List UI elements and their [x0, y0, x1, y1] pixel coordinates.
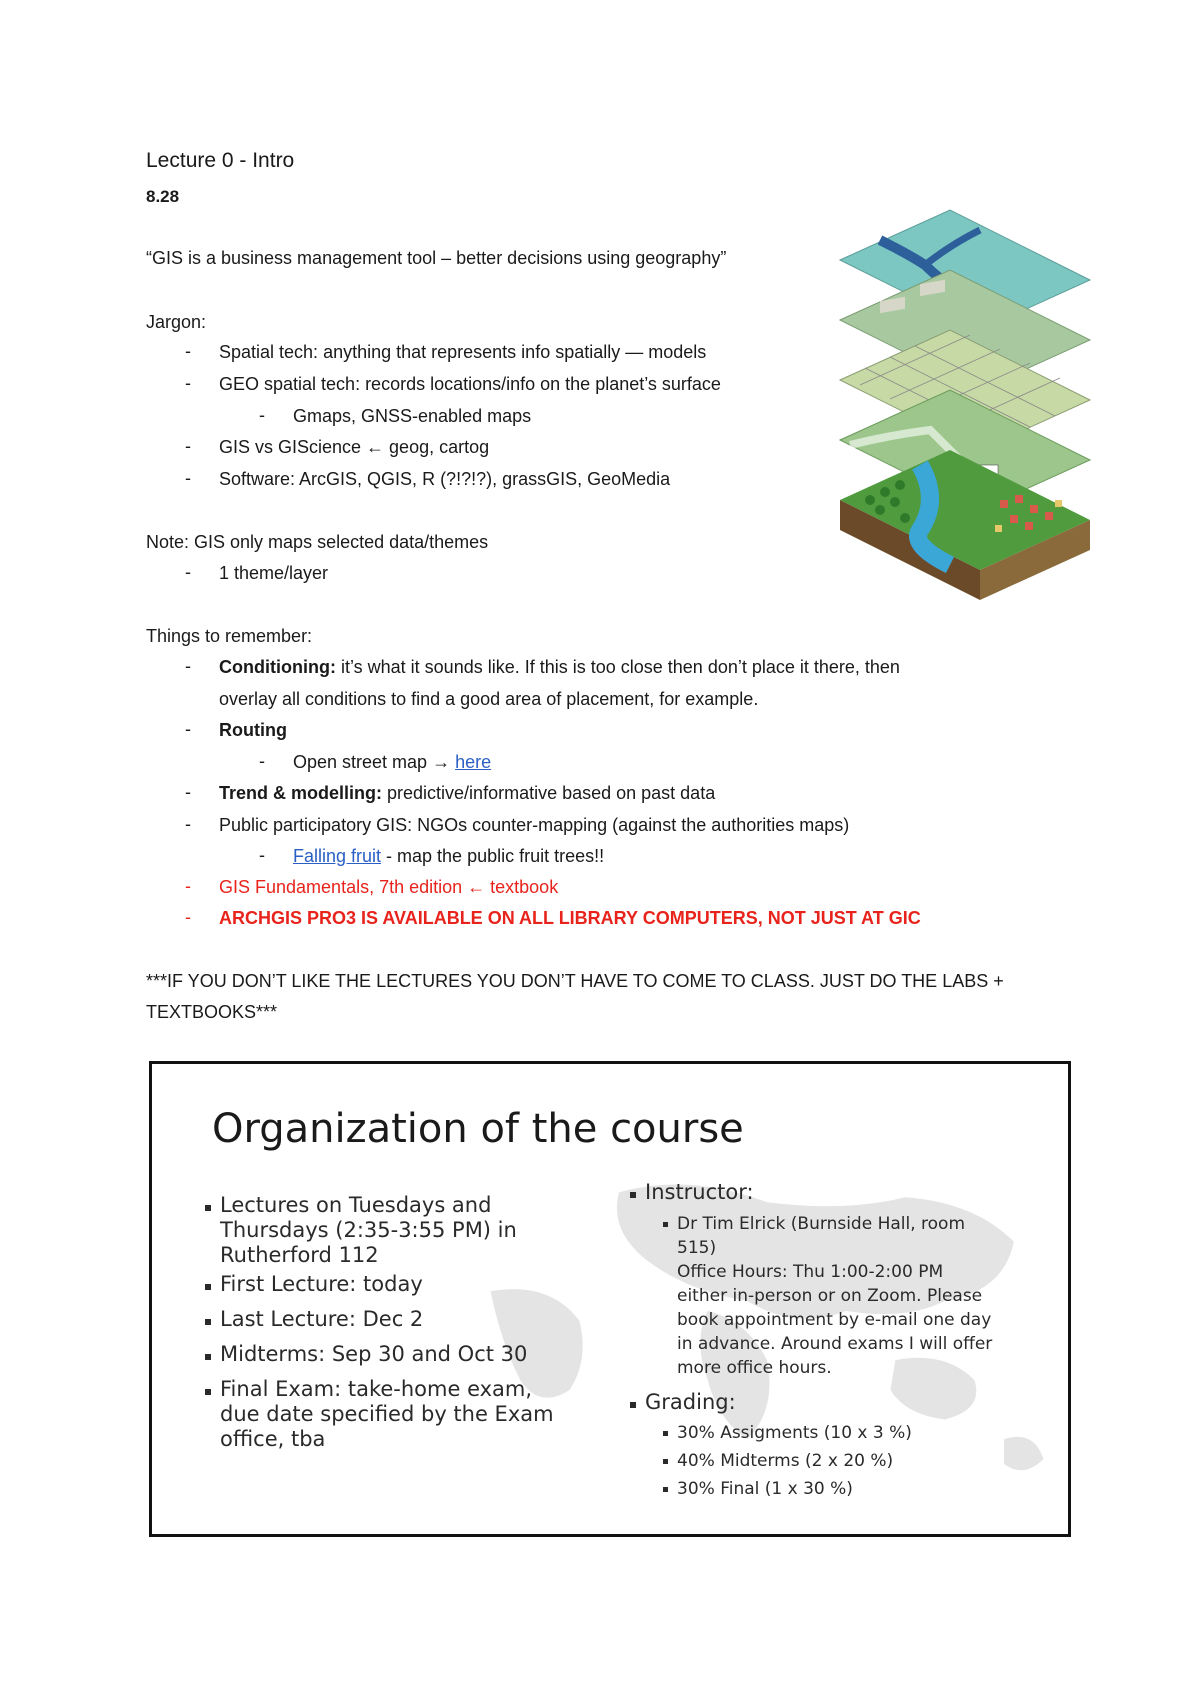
slide-subbullet [663, 1222, 668, 1227]
footer-note-line2: TEXTBOOKS*** [146, 1002, 278, 1022]
slide-final-line2: due date specified by the Exam [220, 1402, 554, 1426]
slide-instructor-line6: in advance. Around exams I will offer [677, 1334, 993, 1354]
jargon-item: GEO spatial tech: records locations/info on the planet’s surface [219, 374, 721, 394]
slide-bullet [205, 1389, 211, 1395]
bullet-dash: - [259, 751, 265, 771]
bullet-dash: - [185, 876, 191, 896]
gis-layers-illustration [830, 200, 1100, 610]
bullet-dash: - [259, 845, 265, 865]
jargon-subitem: Gmaps, GNSS-enabled maps [293, 406, 532, 426]
slide-instructor-line3: Office Hours: Thu 1:00-2:00 PM [677, 1262, 944, 1282]
textbook-item: GIS Fundamentals, 7th edition ← textbook [219, 877, 559, 897]
osm-here-link[interactable]: here [455, 752, 492, 772]
slide-first-lecture: First Lecture: today [220, 1272, 423, 1296]
slide-bullet [205, 1284, 211, 1290]
slide-subbullet [663, 1459, 668, 1464]
slide-final-line3: office, tba [220, 1427, 326, 1451]
note-heading: Note: GIS only maps selected data/themes [146, 532, 489, 552]
slide-final-line1: Final Exam: take-home exam, [220, 1377, 533, 1401]
slide-bullet [630, 1192, 636, 1198]
conditioning-item [219, 656, 900, 678]
ppgis-item: Public participatory GIS: NGOs counter-mapping (against the authorities maps) [219, 815, 850, 835]
bullet-dash: - [185, 814, 191, 834]
falling-fruit-text: - map the public fruit trees!! [381, 846, 605, 866]
routing-label: Routing [219, 720, 287, 740]
bullet-dash: - [259, 405, 265, 425]
bullet-dash: - [185, 562, 191, 582]
slide-grading-final: 30% Final (1 x 30 %) [677, 1479, 853, 1499]
conditioning-label: Conditioning: [219, 657, 336, 677]
jargon-item: GIS vs GIScience ← geog, cartog [219, 437, 490, 457]
bullet-dash: - [185, 782, 191, 802]
slide-title: Organization of the course [212, 1106, 744, 1152]
slide-instructor-line7: more office hours. [677, 1358, 832, 1378]
osm-item [293, 751, 491, 773]
slide-instructor-line4: either in-person or on Zoom. Please [677, 1286, 983, 1306]
slide-subbullet [663, 1431, 668, 1436]
slide-midterms: Midterms: Sep 30 and Oct 30 [220, 1342, 528, 1366]
jargon-item: Software: ArcGIS, QGIS, R (?!?!?), grassGIS, GeoMedia [219, 469, 671, 489]
bullet-dash: - [185, 373, 191, 393]
trend-text: predictive/informative based on past data [382, 783, 716, 803]
slide-lectures-line1: Lectures on Tuesdays and [220, 1193, 492, 1217]
bullet-dash: - [185, 436, 191, 456]
trend-label: Trend & modelling: [219, 783, 383, 803]
slide-lectures-line3: Rutherford 112 [220, 1243, 379, 1267]
conditioning-text: it’s what it sounds like. If this is too close then don’t place it there, then [335, 657, 900, 677]
conditioning-text-cont: overlay all conditions to find a good area of placement, for example. [219, 689, 759, 709]
slide-instructor-line1: Dr Tim Elrick (Burnside Hall, room [677, 1214, 966, 1234]
slide-grading-heading: Grading: [645, 1390, 736, 1414]
lecture-date: 8.28 [146, 187, 180, 206]
archgis-item: ARCHGIS PRO3 IS AVAILABLE ON ALL LIBRARY COMPUTERS, NOT JUST AT GIC [219, 908, 921, 928]
bullet-dash: - [185, 719, 191, 739]
slide-lectures-line2: Thursdays (2:35-3:55 PM) in [220, 1218, 517, 1242]
bullet-dash: - [185, 341, 191, 361]
slide-bullet [630, 1402, 636, 1408]
jargon-item: Spatial tech: anything that represents info spatially — models [219, 342, 707, 362]
slide-grading-assignments: 30% Assigments (10 x 3 %) [677, 1423, 912, 1443]
slide-bullet [205, 1205, 211, 1211]
slide-subbullet [663, 1487, 668, 1492]
bullet-dash: - [185, 656, 191, 676]
slide-grading-midterms: 40% Midterms (2 x 20 %) [677, 1451, 894, 1471]
course-organization-slide [149, 1061, 1071, 1537]
falling-fruit-link[interactable]: Falling fruit [293, 846, 382, 866]
routing-item [219, 719, 287, 741]
note-item: 1 theme/layer [219, 563, 329, 583]
slide-last-lecture: Last Lecture: Dec 2 [220, 1307, 424, 1331]
bullet-dash: - [185, 468, 191, 488]
jargon-heading: Jargon: [146, 312, 207, 332]
bullet-dash: - [185, 907, 191, 927]
lecture-title: Lecture 0 - Intro [146, 149, 295, 172]
remember-heading: Things to remember: [146, 626, 313, 646]
slide-bullet [205, 1354, 211, 1360]
slide-instructor-heading: Instructor: [645, 1180, 754, 1204]
gis-quote: “GIS is a business management tool – better decisions using geography” [146, 248, 727, 268]
slide-bullet [205, 1319, 211, 1325]
slide-instructor-line2: 515) [677, 1238, 717, 1258]
footer-note-line1: ***IF YOU DON’T LIKE THE LECTURES YOU DON’T HAVE TO COME TO CLASS. JUST DO THE LABS + [146, 971, 1004, 991]
slide-instructor-line5: book appointment by e-mail one day [677, 1310, 992, 1330]
osm-text: Open street map → [293, 752, 456, 772]
trend-item [219, 782, 715, 804]
falling-fruit-item [293, 845, 604, 867]
